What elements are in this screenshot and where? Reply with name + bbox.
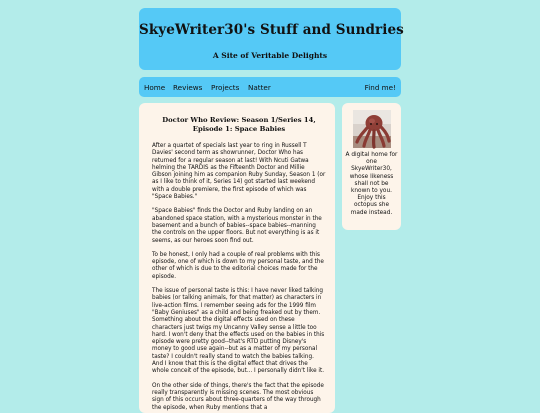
nav-item-home[interactable]: Home	[144, 83, 166, 92]
article-paragraph: "Space Babies" finds the Doctor and Ruby landing on an abandoned space station, with a mysterious monster in the basement and a bunch of babies--space babies--manning the controls on the upper floors. But not everything is as it seems, as our heroes soon find out.	[152, 208, 322, 244]
nav-item-projects[interactable]: Projects	[211, 83, 240, 92]
review-article	[139, 103, 335, 412]
article-paragraph: To be honest, I only had a couple of real problems with this episode, one of which is down to my personal taste, and the other of which is due to the editorial choices made for the episode.	[152, 251, 324, 280]
nav-item-find-me[interactable]: Find me!	[364, 83, 396, 92]
nav-item-reviews[interactable]: Reviews	[173, 83, 203, 92]
main-content	[139, 103, 335, 413]
article-paragraph: The issue of personal taste is this: I have never liked talking babies (or talking animals, for that matter) as characters in live-action films. I remember seeing ads for the 1999 film "Baby Geniuses" as a child and being freaked out by them. Something about the digital effects used on these characters just twigs my Uncanny Valley sense a little too hard. I won't deny that the effects used on the babies in this episode were pretty good--that's RTD putting Disney's money to good use again--but as a matter of my personal taste? I couldn't really stand to watch the babies talking. And I know that this is the digital effect that drives the whole conceit of the episode, but... I personally didn't like it.	[152, 288, 325, 375]
site-title: SkyeWriter30's Stuff and Sundries	[139, 22, 404, 38]
article-paragraph: On the other side of things, there's the fact that the episode really transparently is missing scenes. The most obvious sign of this occurs about three-quarters of the way through the episode, when Ruby mentions that a	[152, 382, 324, 411]
sidebar	[342, 103, 401, 230]
sidebar-bio: A digital home for one SkyeWriter30, whose likeness shall not be known to you. Enjoy this octopus she made instead.	[345, 152, 398, 216]
article-paragraph: After a quartet of specials last year to ring in Russell T Davies' second term as showrunner, Doctor Who has returned for a regular season at last! With Ncuti Gatwa helming the TARDIS as the Fifteenth Doctor and Millie Gibson joining him as companion Ruby Sunday, Season 1 (or as I like to think of it, Series 14) got started last weekend with a double premiere, the first episode of which was "Space Babies."	[152, 143, 326, 201]
nav-item-natter[interactable]: Natter	[248, 83, 271, 92]
site-header	[139, 8, 404, 70]
octopus-avatar-icon	[353, 110, 391, 148]
article-title: Doctor Who Review: Season 1/Series 14, Episode 1: Space Babies	[162, 116, 316, 133]
nav-bar	[139, 77, 401, 97]
site-subtitle: A Site of Veritable Delights	[212, 51, 328, 60]
